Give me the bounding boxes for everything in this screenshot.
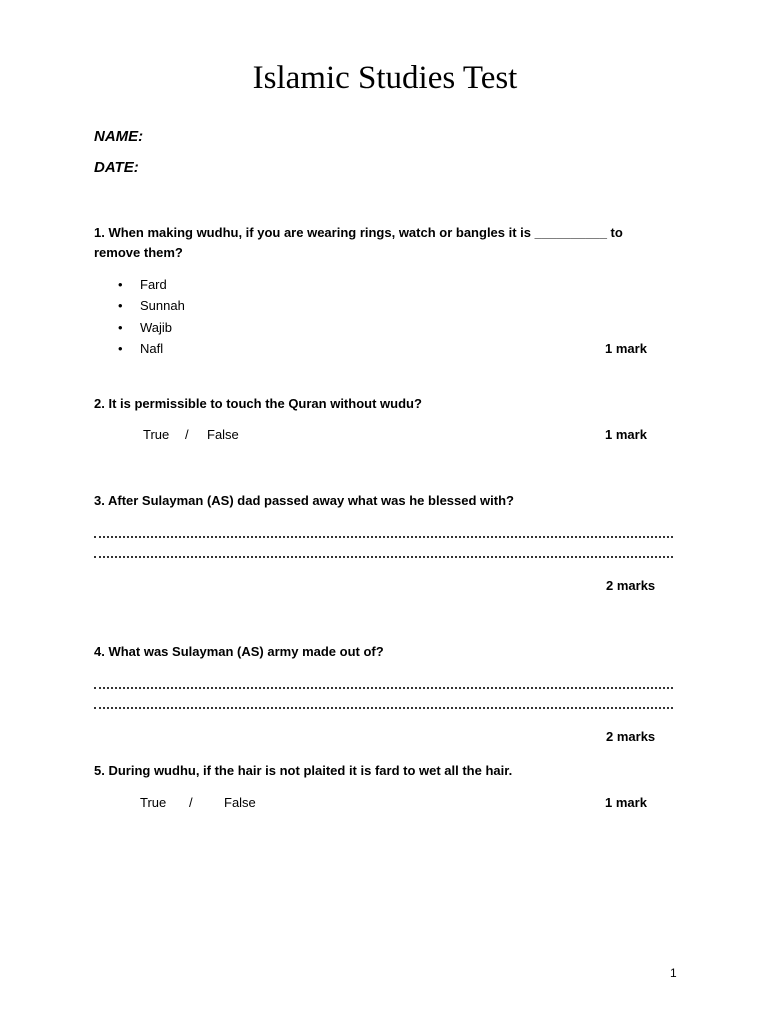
question-1-line-2: remove them? — [94, 245, 183, 260]
option-fard: Fard — [140, 277, 167, 292]
bullet-icon: • — [118, 298, 123, 313]
answer-line — [94, 553, 673, 558]
option-wajib: Wajib — [140, 320, 173, 335]
true-option: True — [143, 427, 170, 442]
question-3-marks: 2 marks — [606, 578, 656, 593]
answer-line — [94, 684, 673, 689]
option-nafl: Nafl — [140, 341, 164, 356]
question-5-marks: 1 mark — [605, 795, 647, 810]
question-5-text: 5. During wudhu, if the hair is not plaited it is fard to wet all the hair. — [94, 763, 513, 778]
answer-line — [94, 704, 673, 709]
false-option: False — [224, 795, 256, 810]
true-option: True — [140, 795, 167, 810]
answer-line — [94, 533, 673, 538]
date-label: DATE: — [94, 159, 139, 176]
question-3-text: 3. After Sulayman (AS) dad passed away what was he blessed with? — [94, 493, 514, 508]
option-separator: / — [189, 795, 193, 810]
false-option: False — [207, 427, 239, 442]
question-1-line-1: 1. When making wudhu, if you are wearing rings, watch or bangles it is __________ to — [94, 225, 623, 240]
question-2-marks: 1 mark — [605, 427, 647, 442]
question-4-marks: 2 marks — [606, 729, 656, 744]
page-title: Islamic Studies Test — [252, 60, 518, 96]
page-number: 1 — [670, 966, 677, 980]
question-1-marks: 1 mark — [605, 341, 647, 356]
question-2-text: 2. It is permissible to touch the Quran without wudu? — [94, 396, 422, 411]
bullet-icon: • — [118, 320, 123, 335]
bullet-icon: • — [118, 341, 123, 356]
bullet-icon: • — [118, 277, 123, 292]
option-separator: / — [185, 427, 189, 442]
option-sunnah: Sunnah — [140, 298, 185, 313]
name-label: NAME: — [94, 128, 144, 145]
question-4-text: 4. What was Sulayman (AS) army made out of? — [94, 644, 384, 659]
